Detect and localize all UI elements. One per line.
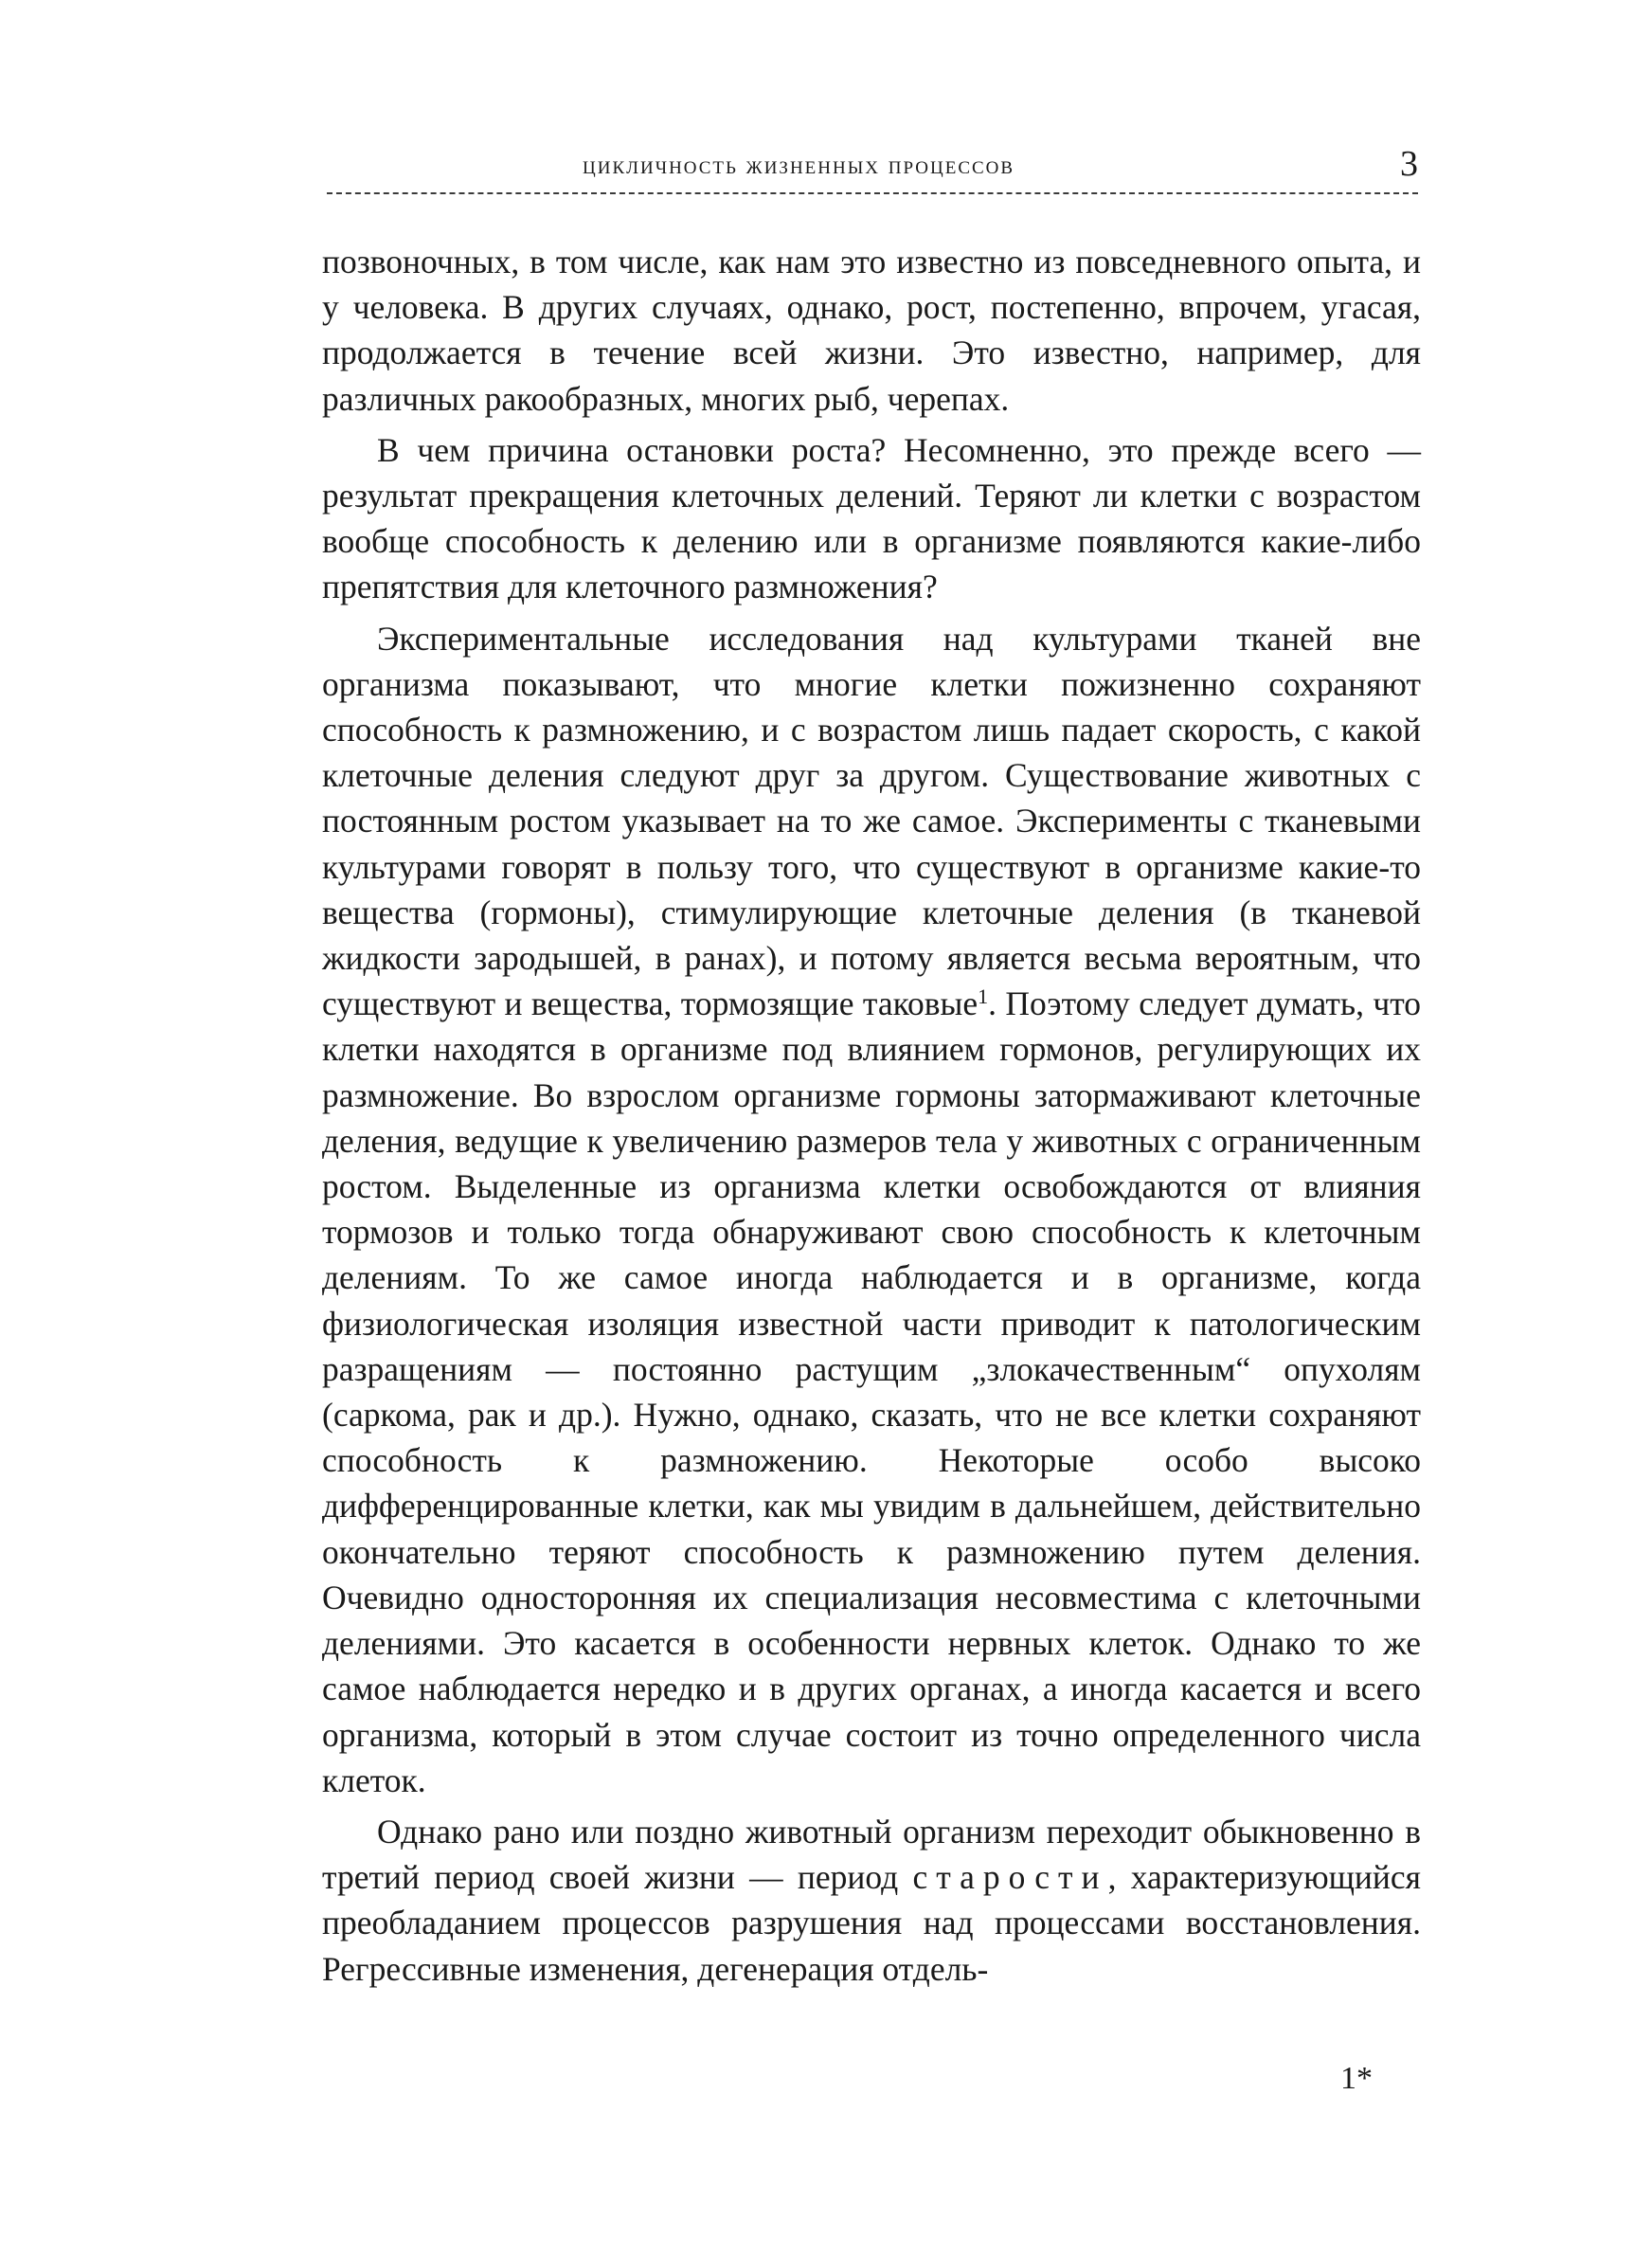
running-head xyxy=(327,144,1418,189)
body-text xyxy=(322,239,1421,1997)
paragraph-1: позвоночных, в том числе, как нам это известно из повседневного опыта, и у человека. В других случаях, однако, рост, постепенно, впрочем, угасая, продолжается в течение всей жизни. Это известно, например, для различных ракообразных, многих рыб, черепах. xyxy=(322,243,1421,418)
header-rule xyxy=(327,192,1418,194)
paragraph-4 xyxy=(322,1809,1421,1992)
footnote-ref: 1 xyxy=(978,984,989,1009)
paragraph-4-text-a: Однако рано или поздно животный организм переходит обыкновенно в третий период своей жизни — период xyxy=(322,1812,1421,1897)
paragraph-3-text-a: Экспериментальные исследования над культурами тканей вне организма показывают, что многие клетки пожизненно сохраняют способность к размножению, и с возрастом лишь падает скорость, с какой клеточные деления следуют друг за другом. Существование животных с постоянным ростом указывает на то же самое. Эксперименты с тканевыми культурами говорят в пользу того, что существуют в организме какие-то вещества (гормоны), стимулирующие клеточные деления (в тканевой жидкости зародышей, в ранах), и потому является весьма вероятным, что существуют и вещества, тормозящие таковые xyxy=(322,619,1421,1023)
running-title: цикличность жизненных процессов xyxy=(583,151,1015,179)
page-number: 3 xyxy=(1400,144,1418,184)
paragraph-4-text-b: , характеризующийся преобладанием процессов разрушения над процессами восстановления. Регрессивные изменения, дегенерация отдель- xyxy=(322,1858,1422,1988)
spaced-emphasis-word: старости xyxy=(912,1858,1108,1897)
signature-mark: 1* xyxy=(1340,2061,1373,2096)
paragraph-2: В чем причина остановки роста? Несомненно, это прежде всего — результат прекращения клеточных делений. Теряют ли клетки с возрастом вообще способность к делению или в организме появляются какие-либо препятствия для клеточного размножения? xyxy=(322,430,1421,606)
paragraph-3 xyxy=(322,616,1421,1803)
paragraph-3-text-b: . Поэтому следует думать, что клетки находятся в организме под влиянием гормонов, регулирующих их размножение. Во взрослом организме гормоны затормаживают клеточные деления, ведущие к увеличению размеров тела у животных с ограниченным ростом. Выделенные из организма клетки освобождаются от влияния тормозов и только тогда обнаруживают свою способность к клеточным делениям. То же самое иногда наблюдается и в организме, когда физиологическая изоляция известной части приводит к патологическим разращениям — постоянно растущим „злокачественным“ опухолям (саркома, рак и др.). Нужно, однако, сказать, что не все клетки сохраняют способность к размножению. Некоторые особо высоко дифференцированные клетки, как мы увидим в дальнейшем, действительно окончательно теряют способность к размножению путем деления. Очевидно односторонняя их специализация несовместима с клеточными делениями. Это касается в особенности нервных клеток. Однако то же самое наблюдается нередко и в других органах, а иногда касается и всего организма, который в этом случае состоит из точно определенного числа клеток. xyxy=(322,984,1421,1799)
